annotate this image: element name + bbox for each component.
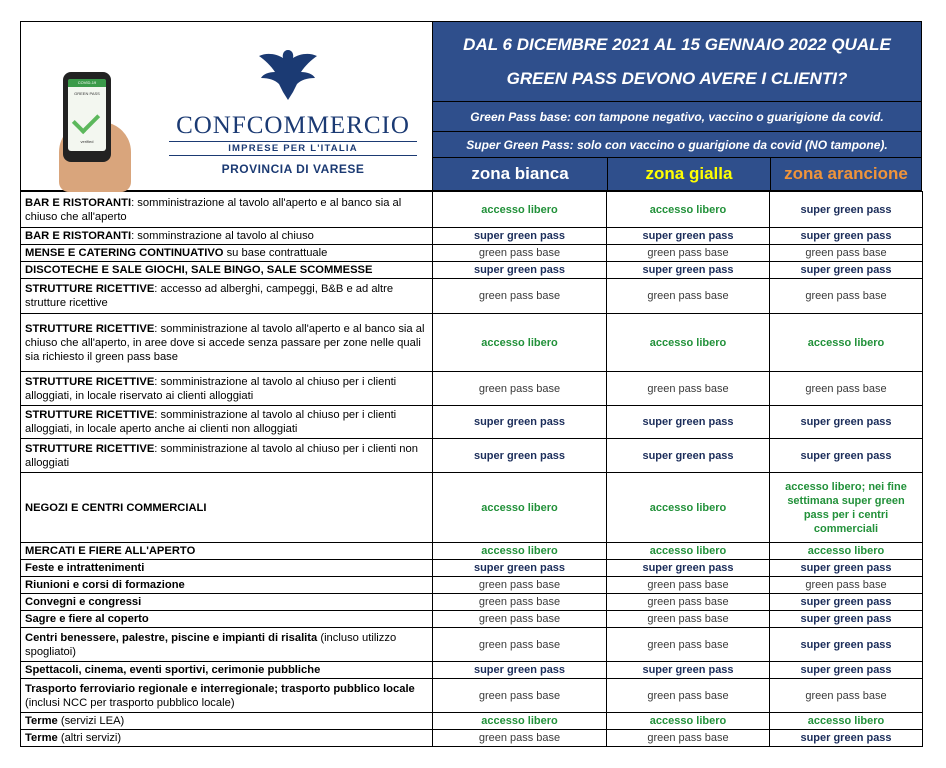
table-row xyxy=(21,279,923,314)
brand-block xyxy=(169,112,417,176)
brand-tagline: IMPRESE PER L'ITALIA xyxy=(228,143,358,154)
document-header xyxy=(20,21,922,191)
zone-gialla-cell: accesso libero xyxy=(607,543,770,560)
zone-bianca-cell: accesso libero xyxy=(433,713,607,730)
table-row xyxy=(21,611,923,628)
zone-gialla-cell: super green pass xyxy=(607,439,770,473)
activity-cell xyxy=(21,262,433,279)
phone-top-label: COVID-19 xyxy=(77,80,97,85)
activity-bold: Terme xyxy=(25,732,58,744)
activity-detail: : accesso ad alberghi, campeggi, B&B e ad altre strutture ricettive xyxy=(25,283,394,309)
activity-bold: STRUTTURE RICETTIVE xyxy=(25,375,155,388)
zone-arancione-cell: green pass base xyxy=(770,245,923,262)
activity-cell xyxy=(21,245,433,262)
zone-arancione-cell: green pass base xyxy=(770,279,923,314)
subtitle-super-green-pass: Super Green Pass: solo con vaccino o guarigione da covid (NO tampone). xyxy=(432,132,922,158)
brand-name: CONFCOMMERCIO xyxy=(176,112,410,139)
zone-gialla-cell: accesso libero xyxy=(607,314,770,372)
activity-bold: STRUTTURE RICETTIVE xyxy=(25,409,155,421)
activity-cell xyxy=(21,679,433,713)
rules-table xyxy=(20,191,923,747)
table-row xyxy=(21,228,923,245)
zone-bianca-cell: green pass base xyxy=(433,611,607,628)
table-row xyxy=(21,560,923,577)
activity-cell xyxy=(21,611,433,628)
table-row xyxy=(21,543,923,560)
table-row xyxy=(21,473,923,543)
activity-bold: Centri benessere, palestre, piscine e impianti di risalita xyxy=(25,631,318,644)
activity-detail: : somministrazione al tavolo all'aperto e al banco sia al chiuso che all'aperto, in aree dove si accede senza passare per zone nelle quali sia richiesto il green pass base xyxy=(25,322,425,363)
rules-table-body xyxy=(21,192,923,747)
zone-arancione-cell: green pass base xyxy=(770,577,923,594)
activity-bold: STRUTTURE RICETTIVE xyxy=(25,283,155,295)
table-row xyxy=(21,713,923,730)
phone-green-pass-label: GREEN PASS xyxy=(74,91,100,96)
zone-arancione-cell: super green pass xyxy=(770,439,923,473)
zone-arancione-cell: super green pass xyxy=(770,192,923,228)
zone-bianca-cell: super green pass xyxy=(433,262,607,279)
subtitle-green-pass-base: Green Pass base: con tampone negativo, vaccino o guarigione da covid. xyxy=(432,102,922,132)
zone-arancione-cell: accesso libero; nei fine settimana super green pass per i centri commerciali xyxy=(770,473,923,543)
activity-bold: MENSE E CATERING CONTINUATIVO xyxy=(25,247,224,259)
zone-header-row xyxy=(432,158,922,191)
zone-arancione-cell: accesso libero xyxy=(770,314,923,372)
zone-gialla-cell: green pass base xyxy=(607,611,770,628)
zone-bianca-cell: accesso libero xyxy=(433,314,607,372)
zone-arancione-cell: accesso libero xyxy=(770,713,923,730)
activity-cell xyxy=(21,628,433,662)
table-row xyxy=(21,372,923,406)
activity-bold: STRUTTURE RICETTIVE xyxy=(25,322,155,335)
activity-detail: (inclusi NCC per trasporto pubblico locale) xyxy=(25,696,235,709)
zone-arancione-cell: super green pass xyxy=(770,628,923,662)
table-row xyxy=(21,262,923,279)
greenpass-document xyxy=(20,21,922,747)
activity-cell xyxy=(21,228,433,245)
zone-bianca-cell: green pass base xyxy=(433,628,607,662)
activity-bold: Convegni e congressi xyxy=(25,596,142,608)
activity-cell xyxy=(21,560,433,577)
zone-gialla-cell: super green pass xyxy=(607,662,770,679)
activity-bold: Riunioni e corsi di formazione xyxy=(25,579,185,591)
table-row xyxy=(21,439,923,473)
activity-detail: (altri servizi) xyxy=(57,732,122,744)
table-row xyxy=(21,594,923,611)
table-row xyxy=(21,314,923,372)
phone-verified-label: verified xyxy=(80,139,94,144)
zone-arancione-cell: super green pass xyxy=(770,662,923,679)
activity-cell xyxy=(21,314,433,372)
zone-arancione-header: zona arancione xyxy=(770,158,921,190)
zone-bianca-cell: super green pass xyxy=(433,406,607,439)
zone-gialla-header: zona gialla xyxy=(607,158,770,190)
zone-gialla-cell: super green pass xyxy=(607,228,770,245)
title-line-2: GREEN PASS DEVONO AVERE I CLIENTI? xyxy=(506,68,848,88)
zone-bianca-cell: green pass base xyxy=(433,245,607,262)
zone-arancione-cell: green pass base xyxy=(770,372,923,406)
zone-bianca-cell: green pass base xyxy=(433,279,607,314)
activity-bold: Spettacoli, cinema, eventi sportivi, cerimonie pubbliche xyxy=(25,664,321,676)
zone-gialla-cell: green pass base xyxy=(607,372,770,406)
activity-cell xyxy=(21,594,433,611)
activity-bold: DISCOTECHE E SALE GIOCHI, SALE BINGO, SALE SCOMMESSE xyxy=(25,264,373,276)
zone-arancione-cell: green pass base xyxy=(770,679,923,713)
activity-bold: MERCATI E FIERE ALL'APERTO xyxy=(25,545,196,557)
zone-bianca-cell: green pass base xyxy=(433,372,607,406)
zone-gialla-cell: green pass base xyxy=(607,594,770,611)
zone-gialla-cell: green pass base xyxy=(607,679,770,713)
zone-gialla-cell: super green pass xyxy=(607,560,770,577)
zone-bianca-cell: super green pass xyxy=(433,662,607,679)
zone-bianca-cell: super green pass xyxy=(433,439,607,473)
activity-cell xyxy=(21,372,433,406)
brand-province: PROVINCIA DI VARESE xyxy=(221,162,365,176)
activity-detail: su base contrattuale xyxy=(223,247,328,259)
zone-gialla-cell: accesso libero xyxy=(607,473,770,543)
activity-cell xyxy=(21,473,433,543)
activity-detail: : somministrazione al tavolo al chiuso per i clienti alloggiati, in locale riservato ai clienti alloggiati xyxy=(25,375,397,402)
table-row xyxy=(21,730,923,747)
activity-cell xyxy=(21,713,433,730)
activity-bold: BAR E RISTORANTI xyxy=(25,230,132,242)
zone-bianca-cell: super green pass xyxy=(433,560,607,577)
zone-gialla-cell: green pass base xyxy=(607,279,770,314)
activity-bold: NEGOZI E CENTRI COMMERCIALI xyxy=(25,501,207,514)
eagle-logo-icon xyxy=(253,46,323,102)
activity-bold: Feste e intrattenimenti xyxy=(25,562,145,574)
table-row xyxy=(21,577,923,594)
activity-cell xyxy=(21,730,433,747)
zone-arancione-cell: super green pass xyxy=(770,406,923,439)
zone-arancione-cell: super green pass xyxy=(770,730,923,747)
activity-detail: (servizi LEA) xyxy=(57,715,125,727)
zone-gialla-cell: green pass base xyxy=(607,577,770,594)
table-row xyxy=(21,662,923,679)
activity-detail: : somministrazione al tavolo al chiuso per i clienti alloggiati, in locale aperto anche ai clienti non alloggiati xyxy=(25,409,397,435)
zone-gialla-cell: green pass base xyxy=(607,730,770,747)
table-row xyxy=(21,245,923,262)
zone-bianca-cell: green pass base xyxy=(433,577,607,594)
zone-gialla-cell: super green pass xyxy=(607,262,770,279)
activity-detail: : somministrazione al tavolo all'aperto e al banco sia al chiuso che all'aperto xyxy=(25,196,402,223)
zone-arancione-cell: super green pass xyxy=(770,262,923,279)
zone-bianca-cell: green pass base xyxy=(433,730,607,747)
activity-detail: : somminstrazione al tavolo al chiuso xyxy=(131,230,314,242)
zone-bianca-cell: green pass base xyxy=(433,679,607,713)
zone-arancione-cell: accesso libero xyxy=(770,543,923,560)
logo-area xyxy=(20,21,432,191)
title-line-1: DAL 6 DICEMBRE 2021 AL 15 GENNAIO 2022 QUALE xyxy=(463,34,891,54)
zone-gialla-cell: accesso libero xyxy=(607,713,770,730)
zone-bianca-header: zona bianca xyxy=(471,164,569,183)
zone-gialla-cell: green pass base xyxy=(607,628,770,662)
zone-bianca-cell: green pass base xyxy=(433,594,607,611)
activity-detail: : somministrazione al tavolo al chiuso per i clienti non alloggiati xyxy=(25,442,418,469)
activity-cell xyxy=(21,662,433,679)
activity-cell xyxy=(21,543,433,560)
zone-bianca-cell: accesso libero xyxy=(433,543,607,560)
zone-arancione-cell: super green pass xyxy=(770,228,923,245)
title-box xyxy=(432,21,922,102)
activity-cell xyxy=(21,439,433,473)
zone-bianca-cell: accesso libero xyxy=(433,473,607,543)
zone-bianca-cell: accesso libero xyxy=(433,192,607,228)
zone-gialla-cell: super green pass xyxy=(607,406,770,439)
zone-arancione-cell: super green pass xyxy=(770,560,923,577)
activity-bold: BAR E RISTORANTI xyxy=(25,196,132,209)
zone-gialla-cell: accesso libero xyxy=(607,192,770,228)
activity-bold: Trasporto ferroviario regionale e interregionale; trasporto pubblico locale xyxy=(25,682,415,695)
activity-cell xyxy=(21,406,433,439)
zone-bianca-cell: super green pass xyxy=(433,228,607,245)
zone-arancione-cell: super green pass xyxy=(770,611,923,628)
activity-bold: Sagre e fiere al coperto xyxy=(25,613,149,625)
activity-detail: (incluso utilizzo spogliatoi) xyxy=(25,631,397,658)
activity-cell xyxy=(21,577,433,594)
activity-cell xyxy=(21,192,433,228)
zone-gialla-cell: green pass base xyxy=(607,245,770,262)
zone-arancione-cell: super green pass xyxy=(770,594,923,611)
table-row xyxy=(21,192,923,228)
activity-cell xyxy=(21,279,433,314)
activity-bold: STRUTTURE RICETTIVE xyxy=(25,442,155,455)
table-row xyxy=(21,628,923,662)
table-row xyxy=(21,406,923,439)
activity-bold: Terme xyxy=(25,715,58,727)
table-row xyxy=(21,679,923,713)
